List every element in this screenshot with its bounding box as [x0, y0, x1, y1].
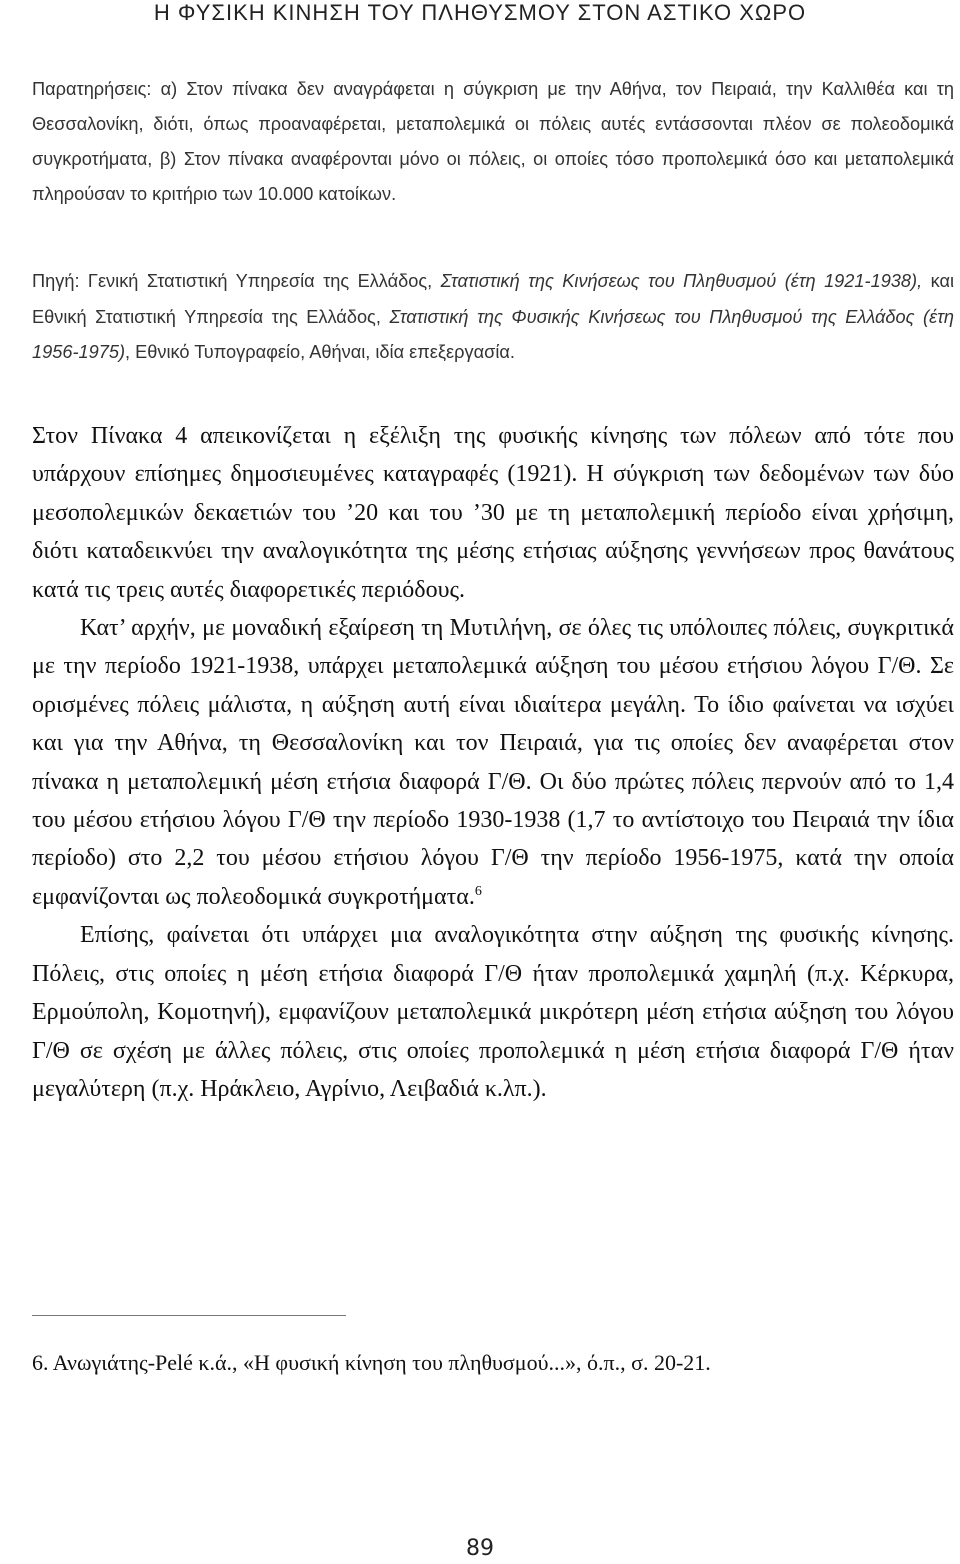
paragraph-3: Επίσης, φαίνεται ότι υπάρχει μια αναλογικότητα στην αύξηση της φυσικής κίνησης. Πόλεις, στις οποίες η μέση ετήσια διαφορά Γ/Θ ήταν προπολεμικά χαμηλή (π.χ. Κέρκυρα, Ερμούπολη, Κομοτηνή), εμφανίζουν μεταπολεμικά μικρότερη μέση ετήσια αύξηση του λόγου Γ/Θ σε σχέση με άλλες πόλεις, στις οποίες προπολεμικά η μέση ετήσια διαφορά Γ/Θ ήταν μεγαλύτερη (π.χ. Ηράκλειο, Αγρίνιο, Λειβαδιά κ.λπ.).	[32, 922, 954, 1102]
source-title-2: Στατιστική της Φυσικής Κινήσεως του Πληθυσμού της Ελλάδος (έτη 1956-1975)	[32, 306, 954, 362]
paragraph-2	[32, 609, 954, 916]
table-notes: Παρατηρήσεις: α) Στον πίνακα δεν αναγράφεται η σύγκριση με την Αθήνα, τον Πειραιά, την Καλλιθέα και τη Θεσσαλονίκη, διότι, όπως προαναφέρεται, μεταπολεμικά οι πόλεις αυτές εντάσσονται πλέον σε πολεοδομικά συγκροτήματα, β) Στον πίνακα αναφέρονται μόνο οι πόλεις, οι οποίες τόσο προπολεμικά όσο και μεταπολεμικά πληρούσαν το κριτήριο των 10.000 κατοίκων.	[32, 79, 954, 204]
source-text-2: και Εθνική Στατιστική Υπηρεσία της Ελλάδος,	[32, 271, 955, 327]
source-title-1: Στατιστική της Κινήσεως του Πληθυσμού (έτη 1921-1938),	[440, 271, 923, 291]
footnote: 6. Ανωγιάτης-Pelé κ.ά., «Η φυσική κίνηση του πληθυσμού...», ό.π., σ. 20-21.	[32, 1350, 711, 1375]
paragraph-2-text: Κατ’ αρχήν, με μοναδική εξαίρεση τη Μυτιλήνη, σε όλες τις υπόλοιπες πόλεις, συγκριτικά με την περίοδο 1921-1938, υπάρχει μεταπολεμικά αύξηση του μέσου ετήσιου λόγου Γ/Θ. Σε ορισμένες πόλεις μάλιστα, η αύξηση αυτή είναι ιδιαίτερα μεγάλη. Το ίδιο φαίνεται να ισχύει και για την Αθήνα, τη Θεσσαλονίκη και τον Πειραιά, για τις οποίες δεν αναφέρεται στον πίνακα η μεταπολεμική μέση ετήσια διαφορά Γ/Θ. Οι δύο πρώτες πόλεις περνούν από το 1,4 του μέσου ετήσιου λόγου Γ/Θ την περίοδο 1930-1938 (1,7 το αντίστοιχο του Πειραιά την ίδια περίοδο) στο 2,2 του μέσου ετήσιου λόγου Γ/Θ την περίοδο 1956-1975, κατά την οποία εμφανίζονται ως πολεοδομικά συγκροτήματα.	[32, 615, 954, 910]
page-number: 89	[466, 1536, 494, 1561]
body-text	[32, 417, 954, 1108]
source-text-1: Πηγή: Γενική Στατιστική Υπηρεσία της Ελλάδος,	[32, 271, 441, 291]
footnote-rule	[32, 1315, 346, 1316]
paragraph-1: Στον Πίνακα 4 απεικονίζεται η εξέλιξη της φυσικής κίνησης των πόλεων από τότε που υπάρχουν επίσημες δημοσιευμένες καταγραφές (1921). Η σύγκριση των δεδομένων των δύο μεσοπολεμικών δεκαετιών του ’20 και του ’30 με τη μεταπολεμική περίοδο είναι χρήσιμη, διότι καταδεικνύει την αναλογικότητα της μέσης ετήσιας αύξησης γεννήσεων προς θανάτους κατά τις τρεις αυτές διαφορετικές περιόδους.	[32, 423, 954, 603]
source-text-3: , Εθνικό Τυπογραφείο, Αθήναι, ιδία επεξεργασία.	[125, 342, 515, 362]
table-source	[32, 264, 954, 371]
running-head: Η ΦΥΣΙΚΗ ΚΙΝΗΣΗ ΤΟΥ ΠΛΗΘΥΣΜΟΥ ΣΤΟΝ ΑΣΤΙΚΟ ΧΩΡΟ	[153, 0, 807, 25]
footnote-reference[interactable]: 6	[474, 883, 482, 899]
